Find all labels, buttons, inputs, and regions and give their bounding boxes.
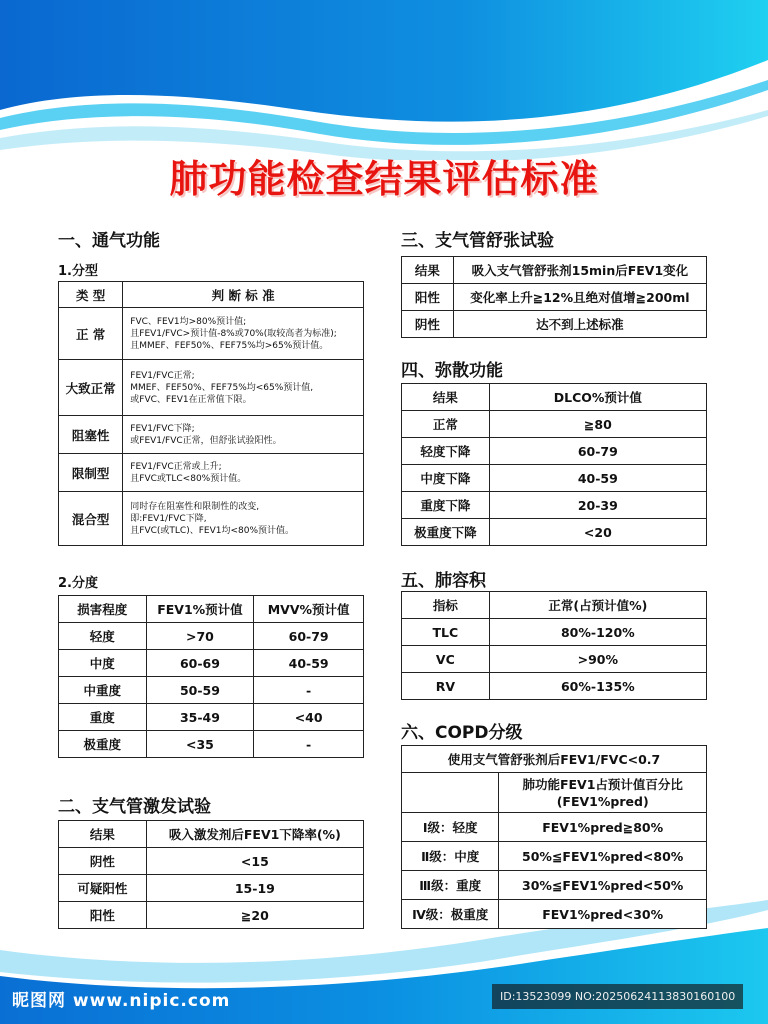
table-cell: 40-59 [254, 650, 364, 677]
table-cell: Ⅱ级：中度 [402, 842, 499, 871]
table-cell: 阳性 [402, 284, 454, 311]
column-header: 判 断 标 准 [123, 282, 364, 308]
criteria-cell [123, 308, 364, 360]
table-header-row [59, 821, 364, 848]
table-header-row [402, 592, 707, 619]
lung-volume-table [401, 591, 707, 700]
table-row [402, 411, 707, 438]
column-header: 结果 [402, 384, 490, 411]
criteria-line: FVC、FEV1均>80%预计值; [130, 316, 247, 327]
table-row [59, 704, 364, 731]
table-cell: 轻度 [59, 623, 147, 650]
table-cell: VC [402, 646, 490, 673]
table-row [402, 519, 707, 546]
table-cell: 重度 [59, 704, 147, 731]
column-header [499, 773, 707, 813]
table-header-row [59, 282, 364, 308]
criteria-line: 且FVC或TLC<80%预计值。 [130, 473, 247, 484]
table-row [402, 311, 707, 338]
criteria-line: 且MMEF、FEF50%、FEF75%均>65%预计值。 [130, 340, 329, 351]
bronchodilation-test-table [401, 256, 707, 338]
table-header-row [402, 746, 707, 773]
criteria-line: FEV1/FVC正常或上升; [130, 461, 222, 472]
criteria-cell [123, 454, 364, 492]
table-cell: Ⅰ级：轻度 [402, 813, 499, 842]
type-cell: 限制型 [59, 454, 123, 492]
table-row [402, 842, 707, 871]
table-cell: Ⅲ级：重度 [402, 871, 499, 900]
table-cell: 变化率上升≧12%且绝对值增≧200ml [453, 284, 706, 311]
table-row [402, 619, 707, 646]
table-cell: 极重度 [59, 731, 147, 758]
table-cell: <15 [146, 848, 363, 875]
table-cell: 中度 [59, 650, 147, 677]
section-lung-volume-heading: 五、肺容积 [401, 571, 486, 591]
table-row [402, 257, 707, 284]
provocation-test-table [58, 820, 364, 929]
table-cell: 80%-120% [489, 619, 706, 646]
table-cell: 60-79 [254, 623, 364, 650]
table-cell: 中度下降 [402, 465, 490, 492]
table-cell: <35 [146, 731, 254, 758]
type-cell: 正 常 [59, 308, 123, 360]
table-cell: - [254, 731, 364, 758]
header-line: 肺功能FEV1占预计值百分比 [522, 776, 683, 792]
criteria-line: 或FEV1/FVC正常，但舒张试验阳性。 [130, 435, 282, 446]
table-cell: 40-59 [489, 465, 706, 492]
table-cell: Ⅳ级：极重度 [402, 900, 499, 929]
table-cell: 60-69 [146, 650, 254, 677]
table-cell: 极重度下降 [402, 519, 490, 546]
table-cell: ≧80 [489, 411, 706, 438]
table-cell: <40 [254, 704, 364, 731]
table-header-row [402, 384, 707, 411]
table-cell: >70 [146, 623, 254, 650]
column-header: 类 型 [59, 282, 123, 308]
table-header-row [402, 773, 707, 813]
subsection-type-heading: 1.分型 [58, 264, 98, 279]
table-row [59, 360, 364, 416]
table-cell: 50-59 [146, 677, 254, 704]
site-watermark: 昵图网 www.nipic.com [12, 991, 231, 1011]
criteria-line: 同时存在阻塞性和限制性的改变, [130, 501, 260, 512]
section-ventilation-heading: 一、通气功能 [58, 231, 160, 251]
table-row [402, 492, 707, 519]
criteria-line: FEV1/FVC正常; [130, 370, 195, 381]
section-copd-heading: 六、COPD分级 [401, 723, 523, 743]
table-row [402, 900, 707, 929]
header-line: (FEV1%pred) [556, 793, 649, 809]
top-wave-background [0, 0, 768, 160]
type-cell: 大致正常 [59, 360, 123, 416]
column-header: 结果 [59, 821, 147, 848]
section-diffusion-heading: 四、弥散功能 [401, 361, 503, 381]
table-cell: 阴性 [59, 848, 147, 875]
table-row [59, 308, 364, 360]
column-header: DLCO%预计值 [489, 384, 706, 411]
column-header: 正常(占预计值%) [489, 592, 706, 619]
table-row [402, 813, 707, 842]
table-cell: 可疑阳性 [59, 875, 147, 902]
criteria-line: MMEF、FEF50%、FEF75%均<65%预计值, [130, 382, 314, 393]
table-cell: ≧20 [146, 902, 363, 929]
table-row [59, 492, 364, 546]
column-header: 使用支气管舒张剂后FEV1/FVC<0.7 [402, 746, 707, 773]
criteria-cell [123, 492, 364, 546]
column-header: 损害程度 [59, 596, 147, 623]
table-cell: 50%≦FEV1%pred<80% [499, 842, 707, 871]
table-row [59, 875, 364, 902]
table-cell: 20-39 [489, 492, 706, 519]
type-cell: 混合型 [59, 492, 123, 546]
table-cell: 60-79 [489, 438, 706, 465]
table-cell: 60%-135% [489, 673, 706, 700]
column-header: MVV%预计值 [254, 596, 364, 623]
table-row [59, 677, 364, 704]
table-row [59, 848, 364, 875]
table-cell: TLC [402, 619, 490, 646]
table-row [59, 454, 364, 492]
column-header: 吸入激发剂后FEV1下降率(%) [146, 821, 363, 848]
criteria-line: 且FVC(或TLC)、FEV1均<80%预计值。 [130, 525, 294, 536]
criteria-line: 或FVC、FEV1在正常值下限。 [130, 394, 252, 405]
table-cell: 结果 [402, 257, 454, 284]
empty-cell [402, 773, 499, 813]
table-row [59, 902, 364, 929]
table-row [402, 673, 707, 700]
diffusion-function-table [401, 383, 707, 546]
section-provocation-heading: 二、支气管激发试验 [58, 797, 211, 817]
table-cell: - [254, 677, 364, 704]
table-cell: 30%≦FEV1%pred<50% [499, 871, 707, 900]
table-row [59, 416, 364, 454]
table-cell: FEV1%pred<30% [499, 900, 707, 929]
table-cell: FEV1%pred≧80% [499, 813, 707, 842]
table-row [402, 284, 707, 311]
table-cell: 35-49 [146, 704, 254, 731]
subsection-degree-heading: 2.分度 [58, 576, 98, 591]
table-cell: 轻度下降 [402, 438, 490, 465]
table-cell: >90% [489, 646, 706, 673]
table-header-row [59, 596, 364, 623]
type-cell: 阻塞性 [59, 416, 123, 454]
table-cell: 阳性 [59, 902, 147, 929]
criteria-cell [123, 416, 364, 454]
image-id-watermark: ID:13523099 NO:20250624113830160100 [492, 984, 743, 1009]
criteria-line: 且FEV1/FVC>预计值-8%或70%(取较高者为标准); [130, 328, 337, 339]
table-row [59, 731, 364, 758]
table-row [402, 465, 707, 492]
page-title: 肺功能检查结果评估标准 [169, 157, 599, 201]
ventilation-degree-table [58, 595, 364, 758]
criteria-cell [123, 360, 364, 416]
table-row [59, 623, 364, 650]
table-row [59, 650, 364, 677]
table-cell: 重度下降 [402, 492, 490, 519]
table-cell: 阴性 [402, 311, 454, 338]
table-cell: 达不到上述标准 [453, 311, 706, 338]
criteria-line: 即:FEV1/FVC下降, [130, 513, 207, 524]
table-cell: RV [402, 673, 490, 700]
column-header: FEV1%预计值 [146, 596, 254, 623]
table-row [402, 438, 707, 465]
section-bronchodilation-heading: 三、支气管舒张试验 [401, 231, 554, 251]
column-header: 指标 [402, 592, 490, 619]
table-cell: 正常 [402, 411, 490, 438]
table-cell: 15-19 [146, 875, 363, 902]
table-cell: 吸入支气管舒张剂15min后FEV1变化 [453, 257, 706, 284]
table-cell: <20 [489, 519, 706, 546]
criteria-line: FEV1/FVC下降; [130, 423, 195, 434]
table-row [402, 871, 707, 900]
table-cell: 中重度 [59, 677, 147, 704]
copd-grade-table [401, 745, 707, 929]
table-row [402, 646, 707, 673]
ventilation-type-table [58, 281, 364, 546]
